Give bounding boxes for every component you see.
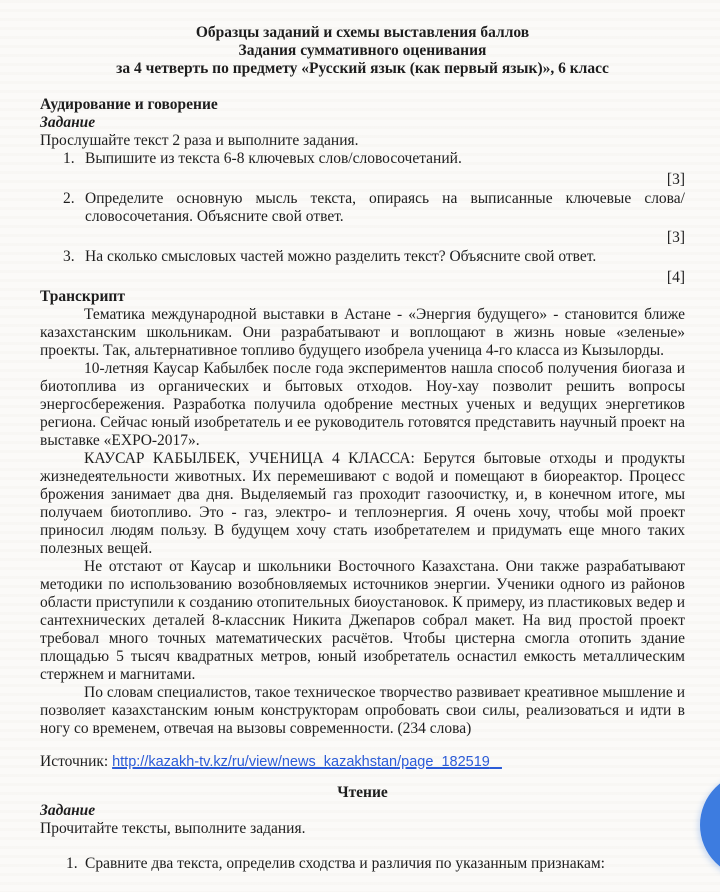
listening-item-1-score: [3]: [666, 171, 685, 188]
listening-item-2-number: 2.: [63, 190, 75, 207]
listening-task-label: Задание: [40, 114, 96, 131]
transcript-label: Транскрипт: [40, 288, 125, 305]
transcript-paragraph-5: По словам специалистов, такое техническое творчество развивает креативное мышление и позволяет казахстанским юным конструкторам опробовать свои силы, реализоваться и идти в ногу со временем, отвечая на вызовы современности. (234 слова): [40, 684, 685, 737]
document-title-line-3: за 4 четверть по предмету «Русский язык (как первый язык)», 6 класс: [116, 60, 609, 77]
reading-task-intro: Прочитайте тексты, выполните задания.: [40, 820, 306, 837]
listening-item-1-text: Выпишите из текста 6-8 ключевых слов/словосочетаний.: [85, 150, 462, 167]
source-link[interactable]: http://kazakh-tv.kz/ru/view/news_kazakhstan/page_182519: [112, 754, 490, 770]
source-line: [40, 753, 685, 771]
listening-item-3-number: 3.: [63, 248, 75, 265]
listening-item-2-text: Определите основную мысль текста, опираясь на выписанные ключевые слова/словосочетания. Объясните свой ответ.: [85, 190, 685, 225]
document-title-line-2: Задания суммативного оценивания: [238, 42, 487, 59]
listening-item-3: [40, 248, 685, 266]
section-heading-reading: Чтение: [337, 784, 388, 801]
reading-task-label: Задание: [40, 802, 96, 819]
reading-item-1-number: 1.: [66, 855, 78, 872]
listening-item-2-score: [3]: [666, 229, 685, 246]
reading-item-1-text: Сравните два текста, определив сходства и различия по указанным признакам:: [85, 855, 605, 872]
transcript-paragraph-3: КАУСАР КАБЫЛБЕК, УЧЕНИЦА 4 КЛАССА: Берутся бытовые отходы и продукты жизнедеятельности животных. Их перемешивают с водой и помещают в биореактор. Процесс брожения занимает два дня. Выделяемый газ проходит газоочистку, и, в конечном итоге, мы получаем биотопливо. Это - газ, электро- и теплоэнергия. Я очень хочу, чтобы мой проект приносил людям пользу. В будущем хочу стать изобретателем и придумать еще много таких полезных вещей.: [40, 450, 685, 557]
document-title: [40, 24, 685, 78]
transcript-paragraph-1: Тематика международной выставки в Астане - «Энергия будущего» - становится ближе казахстанским школьникам. Они разрабатывают и воплощают в жизнь новые «зеленые» проекты. Так, альтернативное топливо будущего изобрела ученица 4-го класса из Кызылорды.: [40, 306, 685, 359]
source-label: Источник:: [40, 753, 109, 770]
section-heading-listening: Аудирование и говорение: [40, 96, 218, 113]
document-title-line-1: Образцы заданий и схемы выставления баллов: [195, 24, 530, 41]
listening-item-1-number: 1.: [63, 150, 75, 167]
reading-item-1: [40, 855, 685, 873]
transcript-paragraph-4: Не отстают от Каусар и школьники Восточного Казахстана. Они также разрабатывают методики по использованию возобновляемых источников энергии. Ученики одного из районов области приступили к созданию отопительных биоустановок. К примеру, из пластиковых ведер и сантехнических деталей 8-классник Никита Джепаров собрал макет. На вид простой проект требовал много точных математических расчётов. Чтобы цистерна смогла отопить здание площадью 5 тысяч квадратных метров, юный изобретатель оснастил емкость металлическим стержнем и магнитами.: [40, 558, 685, 683]
listening-item-3-text: На сколько смысловых частей можно разделить текст? Объясните свой ответ.: [85, 248, 597, 265]
listening-item-2: [40, 190, 685, 226]
listening-item-3-score: [4]: [666, 269, 685, 286]
listening-item-1: [40, 150, 685, 168]
transcript-paragraph-2: 10-летняя Каусар Кабылбек после года экспериментов нашла способ получения биогаза и биотоплива из органических и бытовых отходов. Ноу-хау позволит решить вопросы энергосбережения. Разработка получила одобрение местных ученых и ведущих энергетиков региона. Сейчас юный изобретатель и ее руководитель готовятся представить научный проект на выставке «EXPO-2017».: [40, 360, 685, 449]
listening-task-intro: Прослушайте текст 2 раза и выполните задания.: [40, 132, 359, 149]
